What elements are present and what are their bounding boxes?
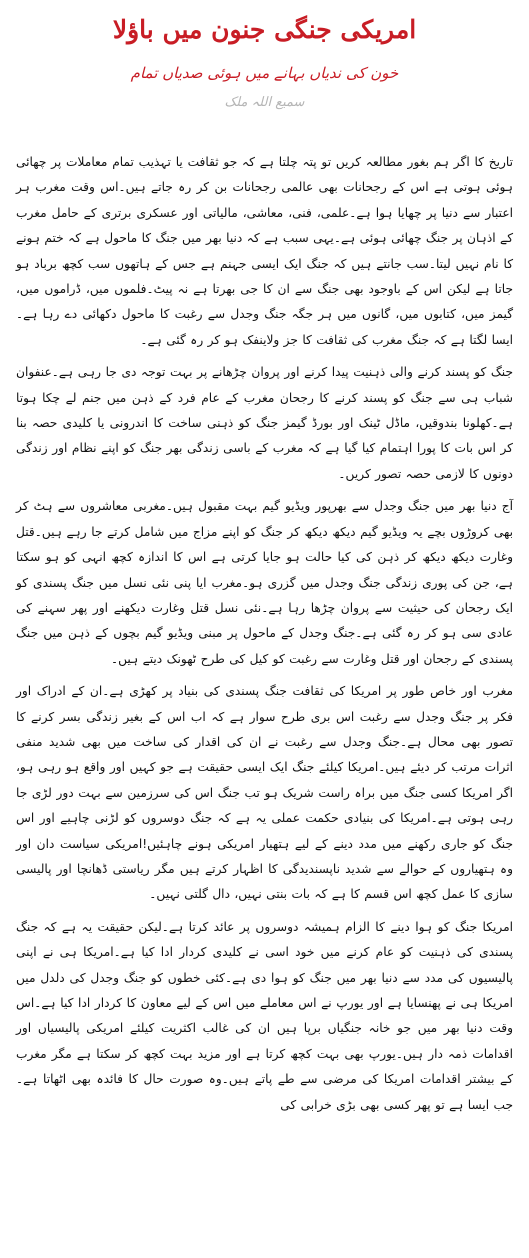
article-title: امریکی جنگی جنون میں باؤلا: [112, 15, 417, 44]
article-body: [16, 150, 513, 1118]
article-paragraph: امریکا جنگ کو ہوا دینے کا الزام ہمیشہ دوسروں پر عائد کرتا ہے۔لیکن حقیقت یہ ہے کہ جنگ پسندی کی ذہنیت کو عام کرنے میں خود اسی نے کلیدی کردار ادا کیا ہے۔امریکا ہی نے اپنی پالیسیوں کی مدد سے دنیا بھر میں جنگ کو ہوا دی ہے۔کئی خطوں کو جنگ وجدل کی دلدل میں امریکا ہی نے پھنسایا ہے اور یورپ نے اس معاملے میں اس کے لیے معاون کا کردار ادا کیا ہے۔اس وقت دنیا بھر میں جو خانہ جنگیاں برپا ہیں ان کی غالب اکثریت کیلئے امریکی پالیسیاں اور اقدامات ذمہ دار ہیں۔یورپ بھی بہت کچھ کرتا ہے اور مزید بہت کچھ کر سکتا ہے مگر مغرب کے بیشتر اقدامات امریکا کی مرضی سے طے پاتے ہیں۔وہ صورت حال کا فائدہ بھی اٹھاتا ہے۔جب ایسا ہے تو پھر کسی بھی بڑی خرابی کی: [16, 919, 513, 1112]
article-paragraph: آج دنیا بھر میں جنگ وجدل سے بھرپور ویڈیو گیم بہت مقبول ہیں۔مغربی معاشروں سے ہٹ کر بھی کروڑوں بچے یہ ویڈیو گیم دیکھ دیکھ کر جنگ کو اپنے مزاج میں شامل کرتے جا رہے ہیں۔قتل وغارت دیکھ دیکھ کر ذہن کی کیا حالت ہو جایا کرتی ہے اس کا اندازہ کچھ انہی کو ہو سکتا ہے، جن کی پوری زندگی جنگ وجدل میں گزری ہو۔مغرب ایا پنی نئی نسل میں جنگ پسندی کو ایک رجحان کی حیثیت سے پروان چڑھا رہا ہے۔نئی نسل قتل وغارت دیکھنے اور پھر سہنے کی عادی سی ہو کر رہ گئی ہے۔جنگ وجدل کے ماحول پر مبنی ویڈیو گیم بچوں کے ذہن میں جنگ پسندی کے رجحان اور قتل وغارت سے رغبت کو کیل کی طرح ٹھونک دیتے ہیں۔: [16, 499, 513, 666]
article-paragraph: تاریخ کا اگر ہم بغور مطالعہ کریں تو پتہ چلتا ہے کہ جو ثقافت یا تہذیب تمام معاملات پر چھائی ہوئی ہوتی ہے اس کے رجحانات بھی عالمی رجحانات بن کر رہ جاتے ہیں۔اس وقت مغرب ہر اعتبار سے دنیا پر چھایا ہوا ہے۔علمی، فنی، معاشی، مالیاتی اور عسکری برتری کے حامل مغرب کے اذہان پر جنگ چھائی ہوئی ہے۔یہی سبب ہے کہ دنیا بھر میں جنگ کا ماحول ہے کہ ختم ہونے کا نام نہیں لیتا۔سب جانتے ہیں کہ جنگ ایک ایسی جہنم ہے جس کے ہاتھوں سب کچھ برباد ہو جاتا ہے لیکن اس کے باوجود بھی جنگ سے ان کا جی بھرتا ہے نہ پیٹ۔فلموں میں، ڈراموں میں، گیمز میں، کتابوں میں، گانوں میں ہر جگہ جنگ وجدل سے رغبت کا ماحول دکھائی دے رہا ہے۔ایسا لگتا ہے کہ جنگ مغرب کی ثقافت کا جز ولاینفک ہو کر رہ گئی ہے۔: [16, 155, 513, 347]
article-paragraph: مغرب اور خاص طور پر امریکا کی ثقافت جنگ پسندی کی بنیاد پر کھڑی ہے۔ان کے ادراک اور فکر پر جنگ وجدل سے رغبت اس بری طرح سوار ہے کہ اب اس کے بغیر زندگی بسر کرنے کا تصور بھی محال ہے۔جنگ وجدل سے رغبت نے ان کی اقدار کی ساخت میں بھی شدید منفی اثرات مرتب کر دیئے ہیں۔امریکا کیلئے جنگ ایک ایسی حقیقت ہے جو کہیں اور واقع ہو رہی ہو، اگر امریکا کسی جنگ میں براہ راست شریک ہو تب جنگ اس کی سرزمین سے بہت دور لڑی جا رہی ہوتی ہے۔امریکا کی بنیادی حکمت عملی یہ ہے کہ جنگ دوسروں کو لڑنی چاہیے اور اس جنگ کو جاری رکھنے میں مدد دینے کے لیے ہتھیار امریکی ہونے چاہئیں!امریکی سیاست دان اور وہ ہتھیاروں کے حوالے سے شدید ناپسندیدگی کا اظہار کرتے ہیں مگر ریاستی ڈھانچا اور پالیسی سازی کا عمل کچھ اس قسم کا ہے کہ بات بنتی نہیں، دال گلتی نہیں۔: [16, 684, 513, 902]
article-subtitle: خون کی ندیاں بہانے میں ہوئی صدیاں تمام: [130, 64, 399, 82]
article-paragraph: جنگ کو پسند کرنے والی ذہنیت پیدا کرنے اور پروان چڑھانے پر بہت توجہ دی جا رہی ہے۔عنفوان شباب ہی سے جنگ کو پسند کرنے کا رجحان مغرب کے عام فرد کے ذہن میں جنم لے چکا ہوتا ہے۔کھلونا بندوقیں، ماڈل ٹینک اور بورڈ گیمز جنگ کو ذہنی ساخت کا اندرونی یا کلیدی حصہ بنا کر اس بات کا پورا اہتمام کیا گیا ہے کہ مغرب کے باسی زندگی بھر جنگ کو اپنے نظام اور زندگی دونوں کا لازمی حصہ تصور کریں۔: [16, 365, 513, 481]
author-byline: سمیع اللہ ملک: [224, 95, 305, 110]
